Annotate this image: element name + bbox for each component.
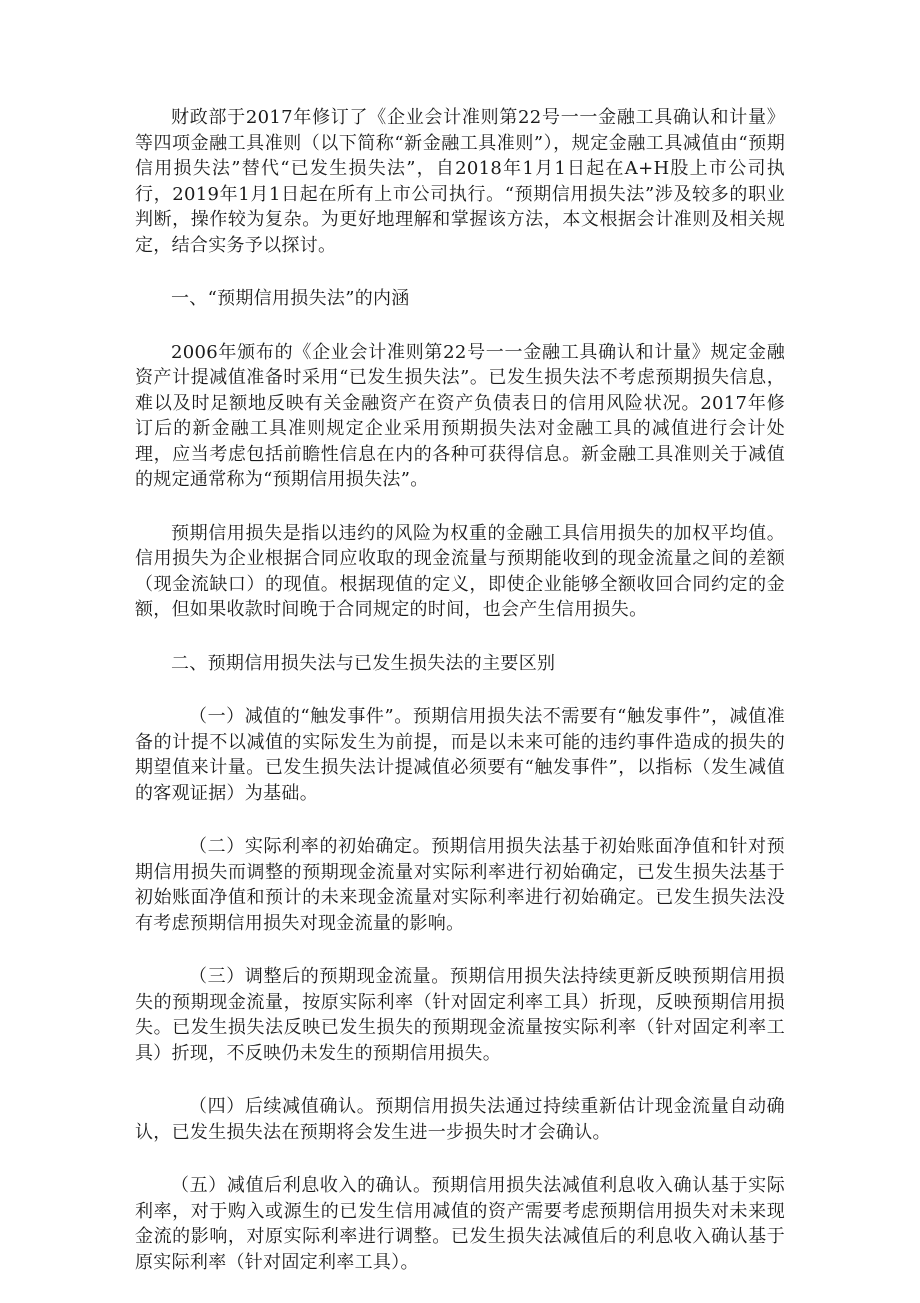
body-paragraph: 2006年颁布的《企业会计准则第22号一一金融工具确认和计量》规定金融资产计提减值准备时采用“已发生损失法”。已发生损失法不考虑预期损失信息，难以及时足额地反映有关金融资产在资产负债表日的信用风险状况。2017年修订后的新金融工具准则规定企业采用预期损失法对金融工具的减值进行会计处理，应当考虑包括前瞻性信息在内的各种可获得信息。新金融工具准则关于减值的规定通常称为“预期信用损失法”。 — [135, 341, 785, 490]
sub-paragraph-5: （五）减值后利息收入的确认。预期信用损失法减值利息收入确认基于实际利率，对于购入或源生的已发生信用减值的资产需要考虑预期信用损失对未来现金流的影响，对原实际利率进行调整。已发生损失法减值后的利息收入确认基于原实际利率（针对固定利率工具）。 — [135, 1175, 785, 1273]
intro-paragraph: 财政部于2017年修订了《企业会计准则第22号一一金融工具确认和计量》等四项金融工具准则（以下简称“新金融工具准则”），规定金融工具减值由“预期信用损失法”替代“已发生损失法”，自2018年1月1日起在A+H股上市公司执行，2019年1月1日起在所有上市公司执行。“预期信用损失法”涉及较多的职业判断，操作较为复杂。为更好地理解和掌握该方法，本文根据会计准则及相关规定，结合实务予以探讨。 — [135, 107, 785, 256]
sub-paragraph-3: （三）调整后的预期现金流量。预期信用损失法持续更新反映预期信用损失的预期现金流量，按原实际利率（针对固定利率工具）折现，反映预期信用损失。已发生损失法反映已发生损失的预期现金流量按实际利率（针对固定利率工具）折现，不反映仍未发生的预期信用损失。 — [135, 966, 785, 1064]
body-paragraph: 预期信用损失是指以违约的风险为权重的金融工具信用损失的加权平均值。信用损失为企业根据合同应收取的现金流量与预期能收到的现金流量之间的差额（现金流缺口）的现值。根据现值的定义，即使企业能够全额收回合同约定的金额，但如果收款时间晚于合同规定的时间，也会产生信用损失。 — [135, 522, 785, 620]
sub-paragraph-1: （一）减值的“触发事件”。预期信用损失法不需要有“触发事件”，减值准备的计提不以减值的实际发生为前提，而是以未来可能的违约事件造成的损失的期望值来计量。已发生损失法计提减值必须要有“触发事件”，以指标（发生减值的客观证据）为基础。 — [135, 706, 785, 804]
section-heading-2: 二、预期信用损失法与已发生损失法的主要区别 — [171, 652, 556, 674]
document-body — [135, 105, 785, 1303]
sub-paragraph-4: （四）后续减值确认。预期信用损失法通过持续重新估计现金流量自动确认，已发生损失法在预期将会发生进一步损失时才会确认。 — [135, 1096, 785, 1143]
sub-paragraph-2: （二）实际利率的初始确定。预期信用损失法基于初始账面净值和针对预期信用损失而调整的预期现金流量对实际利率进行初始确定，已发生损失法基于初始账面净值和预计的未来现金流量对实际利率进行初始确定。已发生损失法没有考虑预期信用损失对现金流量的影响。 — [135, 836, 785, 934]
section-heading-1: 一、“预期信用损失法”的内涵 — [171, 288, 410, 309]
